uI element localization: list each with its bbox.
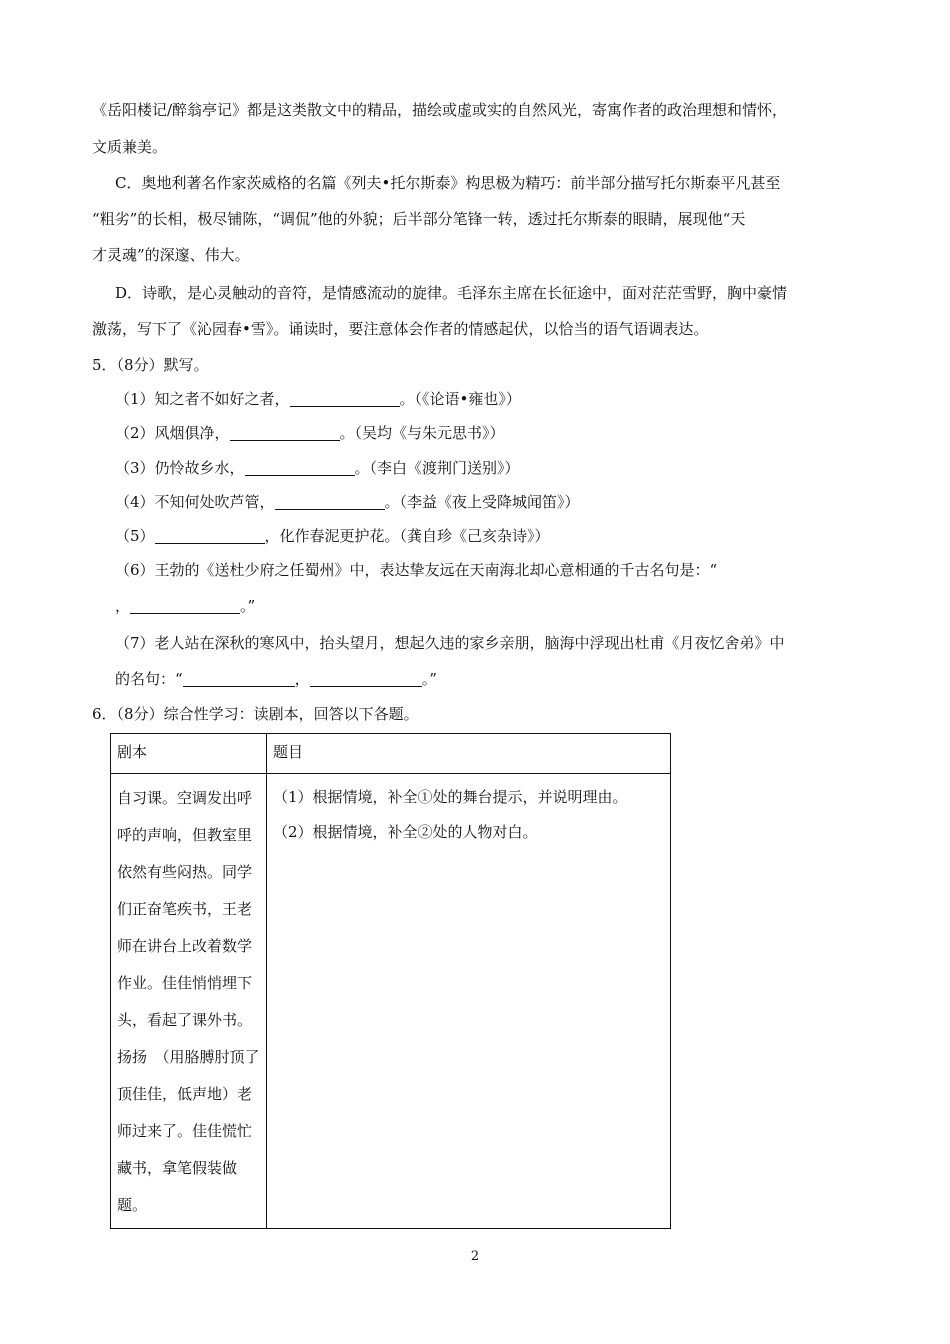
option-c-line-2: “粗劣”的长相，极尽铺陈，“调侃”他的外貌；后半部分笔锋一转，透过托尔斯泰的眼睛，展现他“天 — [92, 210, 746, 228]
option-d-line-1: D．诗歌，是心灵触动的音符，是情感流动的旋律。毛泽东主席在长征途中，面对茫茫雪野，胸中豪情 — [115, 284, 788, 302]
q5-item-4-before: （4）不知何处吹芦管， — [115, 493, 275, 511]
q5-item-3-before: （3）仍怜故乡水， — [115, 459, 245, 477]
q5-item-7-line-2 — [115, 669, 437, 689]
q5-item-4-after: 。（李益《夜上受降城闻笛》） — [384, 493, 580, 511]
question-cell — [267, 774, 671, 1229]
q6-question-2: （2）根据情境，补全②处的人物对白。 — [273, 823, 538, 841]
q5-item-1-after: 。（《论语•雍也》） — [399, 390, 521, 408]
q5-item-6-line-1: （6）王勃的《送杜少府之任蜀州》中，表达挚友远在天南海北却心意相通的千古名句是：“ — [115, 561, 718, 579]
q5-item-7-before: 的名句：“ — [115, 670, 183, 688]
option-c-line-3: 才灵魂”的深邃、伟大。 — [92, 246, 250, 264]
option-d-line-2: 激荡，写下了《沁园春•雪》。诵读时，要注意体会作者的情感起伏，以恰当的语气语调表达。 — [92, 320, 709, 338]
answer-blank[interactable] — [130, 598, 240, 614]
q5-item-5-before: （5） — [115, 527, 155, 545]
answer-blank[interactable] — [245, 460, 355, 476]
q5-item-4 — [115, 492, 580, 512]
q5-item-3 — [115, 458, 520, 478]
answer-blank[interactable] — [310, 671, 422, 687]
q5-item-2 — [115, 423, 505, 443]
header-question: 题目 — [267, 734, 671, 774]
script-text: 自习课。空调发出呼呼的声响，但教室里依然有些闷热。同学们正奋笔疾书，王老师在讲台上改着数学作业。佳佳悄悄埋下头，看起了课外书。扬扬 （用胳膊肘顶了顶佳佳，低声地）老师过来了。佳佳慌忙藏书，拿笔假装做题。 — [111, 774, 267, 1229]
answer-blank[interactable] — [183, 671, 295, 687]
option-c-line-1: C．奥地利著名作家茨威格的名篇《列夫•托尔斯泰》构思极为精巧：前半部分描写托尔斯泰平凡甚至 — [115, 174, 781, 192]
question-6-title: 6．（8分）综合性学习：读剧本，回答以下各题。 — [92, 705, 419, 723]
header-script: 剧本 — [111, 734, 267, 774]
page-number: 2 — [470, 1249, 480, 1264]
answer-blank[interactable] — [155, 528, 265, 544]
q5-item-7-after: 。” — [421, 670, 437, 688]
q6-question-1: （1）根据情境，补全①处的舞台提示，并说明理由。 — [273, 788, 628, 806]
intro-line-1: 《岳阳楼记/醉翁亭记》都是这类散文中的精品，描绘或虚或实的自然风光，寄寓作者的政治理想和情怀， — [92, 101, 788, 119]
q5-item-2-before: （2）风烟俱净， — [115, 424, 230, 442]
intro-line-2: 文质兼美。 — [92, 138, 168, 156]
q5-item-7-line-1: （7）老人站在深秋的寒风中，抬头望月，想起久违的家乡亲朋，脑海中浮现出杜甫《月夜忆舍弟》中 — [115, 634, 785, 652]
answer-blank[interactable] — [230, 425, 340, 441]
q5-item-2-after: 。（吴均《与朱元思书》） — [339, 424, 505, 442]
question-5-title: 5．（8分）默写。 — [92, 356, 209, 374]
q5-item-1-before: （1）知之者不如好之者， — [115, 390, 290, 408]
q5-item-5 — [115, 526, 550, 546]
q5-item-6-before: ， — [115, 597, 131, 615]
q5-item-7-middle: ， — [294, 670, 310, 688]
answer-blank[interactable] — [290, 391, 400, 407]
q5-item-5-after: ，化作春泥更护花。（龚自珍《己亥杂诗》） — [264, 527, 550, 545]
script-question-table — [110, 733, 671, 1229]
q5-item-6-line-2 — [115, 596, 255, 616]
q5-item-3-after: 。（李白《渡荆门送别》） — [354, 459, 520, 477]
answer-blank[interactable] — [275, 494, 385, 510]
q5-item-1 — [115, 389, 521, 409]
q5-item-6-after: 。” — [240, 597, 256, 615]
